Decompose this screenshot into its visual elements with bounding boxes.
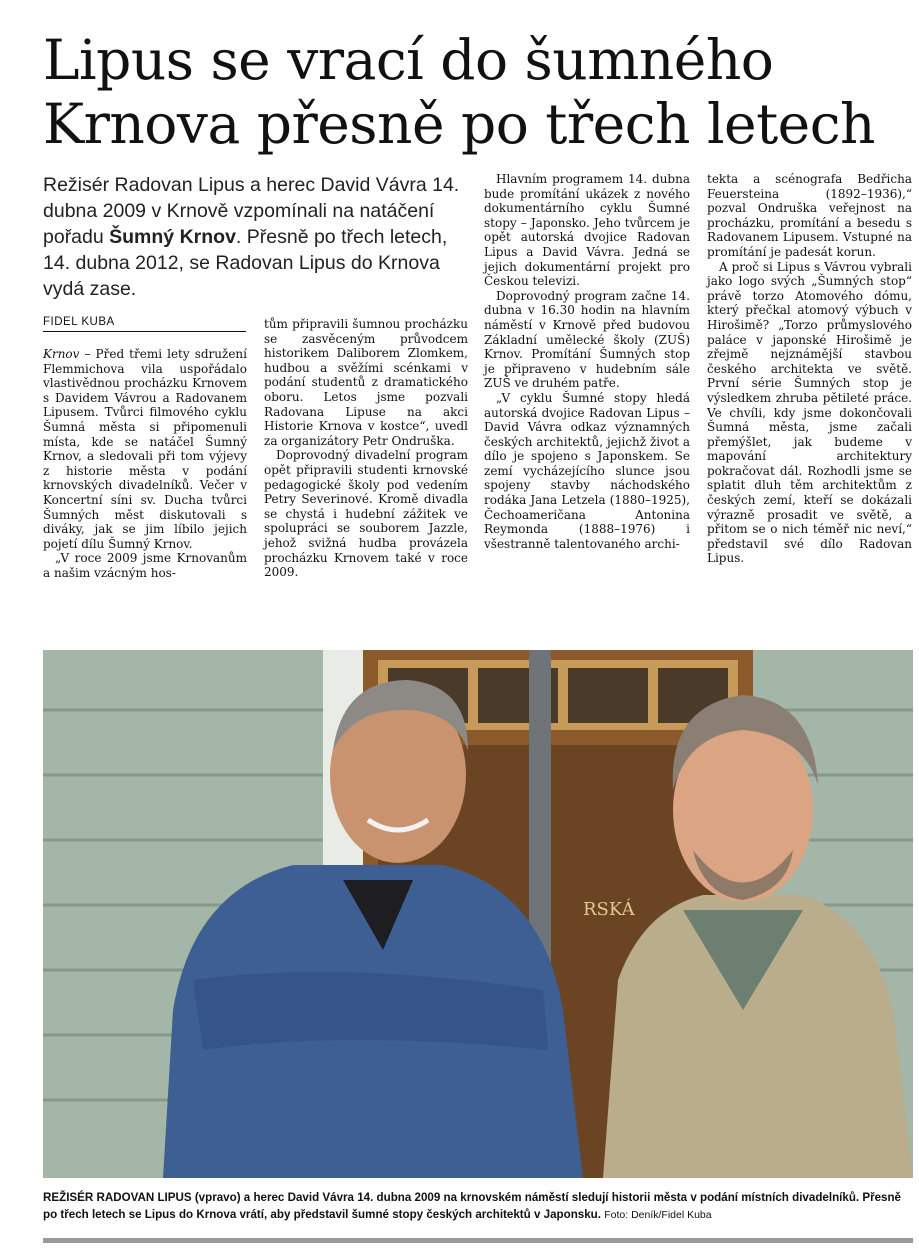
article-column-4 (707, 172, 912, 566)
article-column-2 (264, 317, 468, 580)
article-photo (43, 650, 913, 1178)
bottom-rule (43, 1238, 913, 1243)
byline: FIDEL KUBA (43, 316, 246, 332)
headline-line-2: Krnova přesně po třech letech (43, 92, 875, 156)
lead-text-2: . Přesně po třech letech, 14. dubna 2012, se Radovan Lipus do Krnova vydá zase. (43, 226, 448, 300)
paragraph (43, 347, 247, 551)
paragraph: Doprovodný program začne 14. dubna v 16.30 hodin na hlavním náměstí v Krnově před budovou Základní umělecké školy (ZUŠ) Krnov. Promítání Šumných stop je připraveno v hudebním sále ZUŠ ve druhém patře. (484, 288, 690, 391)
photo-credit: Foto: Deník/Fidel Kuba (604, 1209, 712, 1221)
shop-sign-text: RSKÁ (583, 899, 635, 920)
headline (43, 28, 913, 156)
caption-text: (vpravo) a herec David Vávra 14. dubna 2009 na krnovském náměstí sledují historii města v podání místních divadelníků. Přesně po třech letech se Lipus do Krnova vrátí, aby představil šumné stopy českých architektů v Japonsku. (43, 1191, 902, 1221)
photo-illustration (43, 650, 913, 1178)
paragraph: tekta a scénografa Bedřicha Feuersteina (1892–1936),“ pozval Ondruška veřejnost na procházku, promítání a besedu s Radovanem Lipusem. Vstupné na promítání je padesát korun. (707, 172, 912, 259)
paragraph: „V cyklu Šumné stopy hledá autorská dvojice Radovan Lipus – David Vávra odkaz významných českých architektů, jejichž život a dílo je spojeno s Japonskem. Se zemí vycházejícího slunce jsou spojeny stavby náchodského rodáka Jana Letzela (1880–1925), Čechoameričana Antonina Reymonda (1888–1976) i všestranně talentovaného archi- (484, 390, 690, 551)
paragraph: „V roce 2009 jsme Krnovanům a našim vzácným hos- (43, 551, 247, 580)
paragraph: Doprovodný divadelní program opět připravili studenti krnovské pedagogické školy pod vedením Petry Severinové. Kromě divadla se chystá i hudební zážitek ve spolupráci se souborem Jazzle, jehož svižná hudba provázela procházku Krnovem také v roce 2009. (264, 448, 468, 580)
photo-caption (43, 1189, 913, 1224)
lead-show-name: Šumný Krnov (109, 226, 236, 248)
paragraph: tům připravili šumnou procházku se zasvěceným průvodcem historikem Daliborem Zlomkem, hudbou a svěžími scénkami v podání studentů z dramatického oboru. Letos jsme pozvali Radovana Lipuse na akci Historie Krnova v kostce“, uvedl za organizátory Petr Ondruška. (264, 317, 468, 448)
dateline: Krnov (43, 347, 80, 361)
caption-lead: REŽISÉR RADOVAN LIPUS (43, 1191, 192, 1204)
paragraph-text: – Před třemi lety sdružení Flemmichova vila uspořádalo vlastivědnou procházku Krnovem s Davidem Vávrou a Radovanem Lipusem. Tvůrci filmového cyklu Šumná města si připomenuli místa, kde se natáčel Šumný Krnov, a sledovali při tom výjevy z historie města v podání krnovských divadelníků. Večer v Koncertní síni sv. Ducha tvůrci Šumných měst diskutovali s diváky, jak se jim líbilo jejich pojetí dílu Šumný Krnov. (43, 347, 247, 551)
lead-text-1: Režisér Radovan Lipus a herec David Vávra 14. dubna 2009 v Krnově vzpomínali na natáčení pořadu (43, 174, 460, 248)
headline-line-1: Lipus se vrací do šumného (43, 28, 774, 92)
paragraph: Hlavním programem 14. dubna bude promítání ukázek z nového dokumentárního cyklu Šumné stopy – Japonsko. Jeho tvůrcem je opět autorská dvojice Radovan Lipus a David Vávra. Jedná se jejich dokumentární projekt pro Českou televizi. (484, 172, 690, 289)
article-column-3 (484, 172, 690, 551)
paragraph: A proč si Lipus s Vávrou vybrali jako logo svých „Šumných stop“ právě torzo Atomového dómu, který přečkal atomový výbuch v Hirošimě? „Torzo průmyslového paláce v japonské Hirošimě je zřejmě nejznámější stavbou českého architekta ve světě. První série Šumných stop je výsledkem zhruba pětileté práce. Ve chvíli, kdy jsme dokončovali Šumná města, jsme začali přemýšlet, jak budeme v mapování architektury pokračovat dál. Rozhodli jsme se splatit dluh těm architektům z českých zemí, kteří se dokázali výrazně prosadit ve světě, a přitom se o nich téměř nic neví,“ představil své dílo Radovan Lipus. (707, 259, 912, 566)
article-column-1 (43, 347, 247, 581)
lead-paragraph (43, 172, 463, 302)
